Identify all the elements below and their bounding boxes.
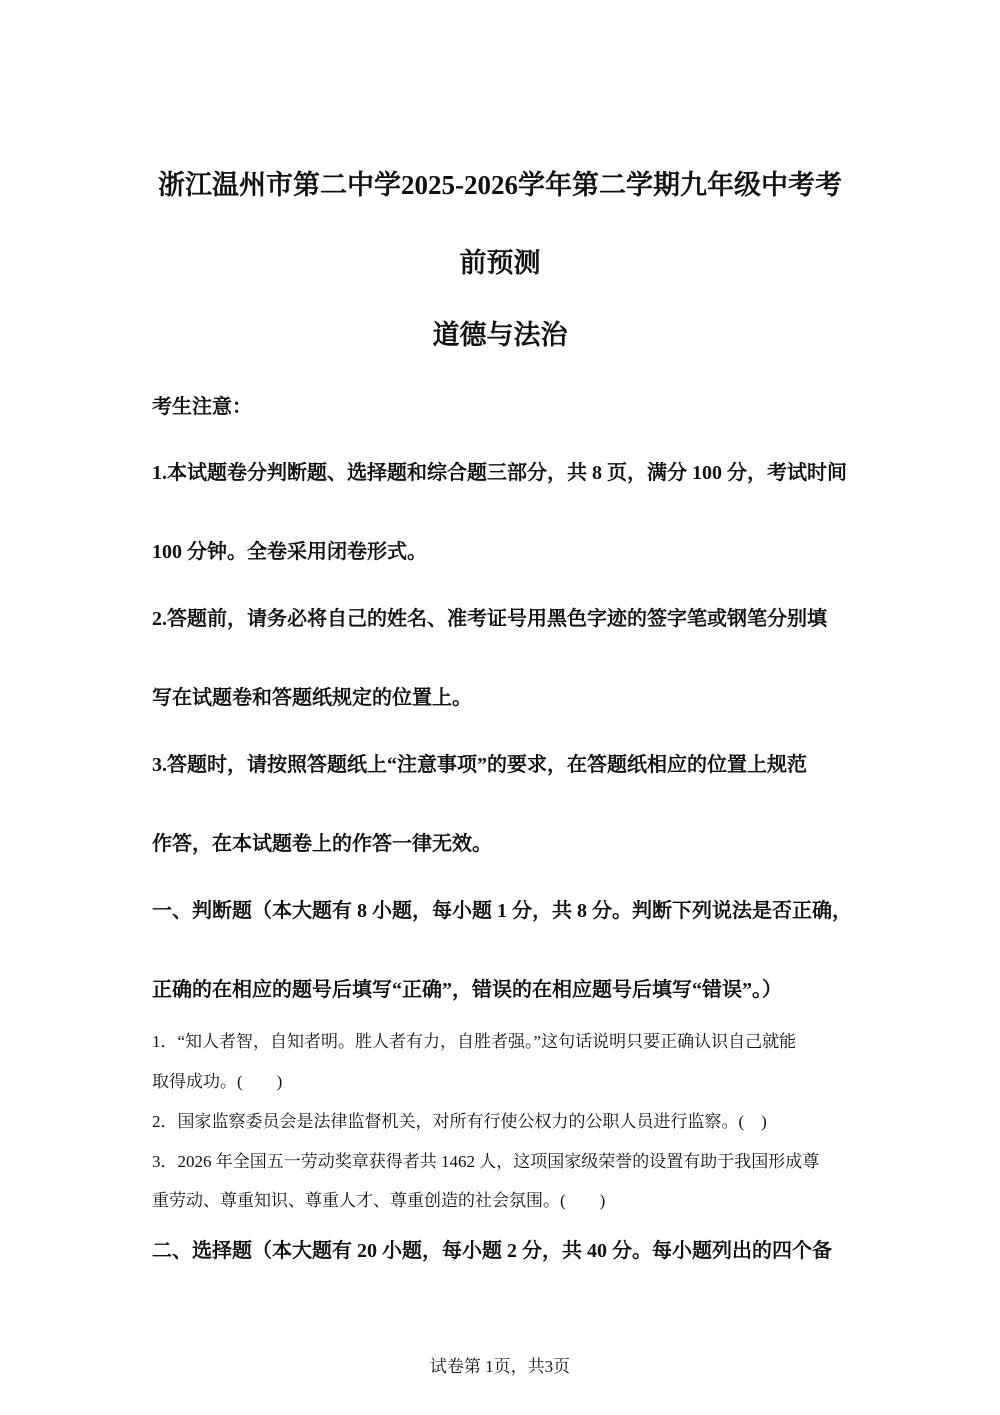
- section1-heading-line1: 一、判断题（本大题有 8 小题，每小题 1 分，共 8 分。判断下列说法是否正确，: [152, 900, 852, 922]
- exam-title-line2: 前预测: [459, 248, 541, 278]
- notice-item2-line2: 写在试题卷和答题纸规定的位置上。: [152, 687, 472, 709]
- section1-heading-line2: 正确的在相应的题号后填写“正确”，错误的在相应题号后填写“错误”。）: [152, 979, 782, 1001]
- notice-item3-line2: 作答，在本试题卷上的作答一律无效。: [152, 833, 492, 855]
- exam-title-line1: 浙江温州市第二中学2025-2026学年第二学期九年级中考考: [158, 170, 842, 200]
- question-3-line1: 3．2026 年全国五一劳动奖章获得者共 1462 人，这项国家级荣誉的设置有助于我国形成尊: [152, 1152, 820, 1171]
- notice-heading: 考生注意：: [152, 396, 252, 418]
- exam-subject: 道德与法治: [432, 320, 568, 350]
- notice-item1-line1: 1.本试题卷分判断题、选择题和综合题三部分，共 8 页，满分 100 分，考试时间: [152, 462, 847, 484]
- notice-item3-line1: 3.答题时，请按照答题纸上“注意事项”的要求，在答题纸相应的位置上规范: [152, 754, 807, 776]
- question-2-line1: 2．国家监察委员会是法律监督机关，对所有行使公权力的公职人员进行监察。( ): [152, 1112, 767, 1131]
- section2-heading-line1: 二、选择题（本大题有 20 小题，每小题 2 分，共 40 分。每小题列出的四个备: [152, 1240, 832, 1262]
- notice-item2-line1: 2.答题前，请务必将自己的姓名、准考证号用黑色字迹的签字笔或钢笔分别填: [152, 608, 827, 630]
- notice-item1-line2: 100 分钟。全卷采用闭卷形式。: [152, 541, 427, 563]
- question-1-line1: 1．“知人者智，自知者明。胜人者有力，自胜者强。”这句话说明只要正确认识自己就能: [152, 1032, 797, 1051]
- question-3-line2: 重劳动、尊重知识、尊重人才、尊重创造的社会氛围。( ): [152, 1191, 606, 1210]
- page-footer: 试卷第 1页，共3页: [429, 1357, 571, 1376]
- question-1-line2: 取得成功。( ): [152, 1072, 283, 1091]
